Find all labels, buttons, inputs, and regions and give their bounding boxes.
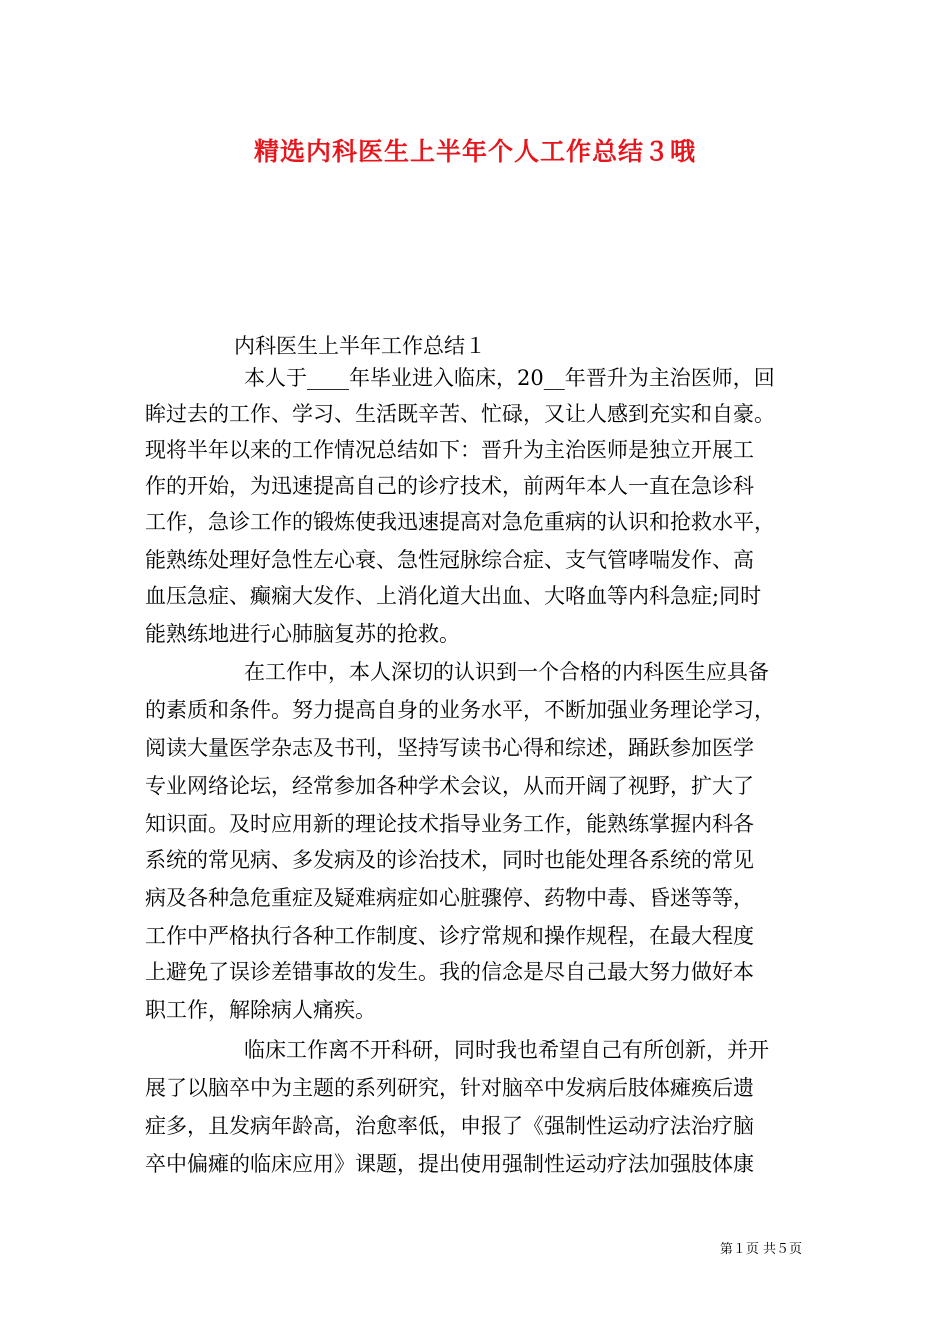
paragraph-line: 血压急症、癫痫大发作、上消化道大出血、大咯血等内科急症;同时 bbox=[145, 584, 762, 608]
paragraph-line: 症多，且发病年龄高，治愈率低，申报了《强制性运动疗法治疗脑 bbox=[145, 1114, 754, 1138]
paragraph-line: 本人于____年毕业进入临床，20__年晋升为主治医师，回 bbox=[244, 366, 775, 390]
document-title: 精选内科医生上半年个人工作总结３哦 bbox=[253, 137, 696, 166]
section-heading: 内科医生上半年工作总结１ bbox=[234, 334, 486, 358]
paragraph-line: 工作中严格执行各种工作制度、诊疗常规和操作规程，在最大程度 bbox=[145, 924, 754, 948]
paragraph-line: 知识面。及时应用新的理论技术指导业务工作，能熟练掌握内科各 bbox=[145, 812, 754, 836]
page-number: 第１页 共５页 bbox=[719, 1242, 802, 1257]
paragraph-line: 的素质和条件。努力提高自身的业务水平，不断加强业务理论学习， bbox=[145, 698, 775, 722]
paragraph-line: 职工作，解除病人痛疾。 bbox=[145, 998, 376, 1022]
paragraph-line: 阅读大量医学杂志及书刊，坚持写读书心得和综述，踊跃参加医学 bbox=[145, 736, 754, 760]
paragraph-line: 能熟练处理好急性左心衰、急性冠脉综合症、支气管哮喘发作、高 bbox=[145, 548, 754, 572]
paragraph-line: 系统的常见病、多发病及的诊治技术，同时也能处理各系统的常见 bbox=[145, 848, 754, 872]
paragraph-line: 能熟练地进行心肺脑复苏的抢救。 bbox=[145, 622, 460, 646]
paragraph-line: 临床工作离不开科研，同时我也希望自己有所创新，并开 bbox=[244, 1038, 769, 1062]
paragraph-line: 现将半年以来的工作情况总结如下：晋升为主治医师是独立开展工 bbox=[145, 438, 754, 462]
paragraph-line: 工作，急诊工作的锻炼使我迅速提高对急危重病的认识和抢救水平， bbox=[145, 510, 775, 534]
paragraph-line: 专业网络论坛，经常参加各种学术会议，从而开阔了视野，扩大了 bbox=[145, 774, 754, 798]
paragraph-line: 上避免了误诊差错事故的发生。我的信念是尽自己最大努力做好本 bbox=[145, 960, 754, 984]
paragraph-line: 病及各种急危重症及疑难病症如心脏骤停、药物中毒、昏迷等等， bbox=[145, 886, 754, 910]
paragraph-line: 眸过去的工作、学习、生活既辛苦、忙碌，又让人感到充实和自豪。 bbox=[145, 402, 775, 426]
paragraph-line: 在工作中，本人深切的认识到一个合格的内科医生应具备 bbox=[244, 660, 769, 684]
paragraph-line: 展了以脑卒中为主题的系列研究，针对脑卒中发病后肢体瘫痪后遗 bbox=[145, 1076, 754, 1100]
paragraph-line: 卒中偏瘫的临床应用》课题，提出使用强制性运动疗法加强肢体康 bbox=[145, 1152, 754, 1176]
paragraph-line: 作的开始，为迅速提高自己的诊疗技术，前两年本人一直在急诊科 bbox=[145, 474, 754, 498]
